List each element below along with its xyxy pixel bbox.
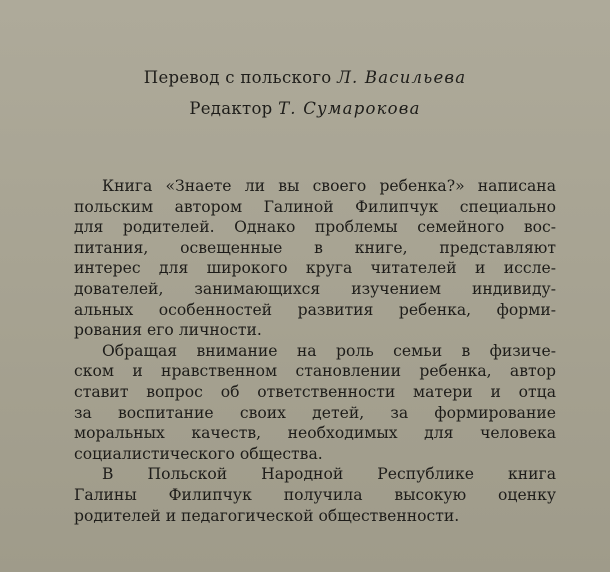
text-line: моральных качеств, необходимых для человека [74,424,556,443]
paragraph-1 [74,176,556,341]
text-line: за воспитание своих детей, за формирование [74,403,556,422]
text-line: ставит вопрос об ответственности матери и отца [74,382,556,401]
text-line: В Польской Народной Республике книга [102,465,556,484]
editor-label: Редактор [189,99,273,118]
text-line: польским автором Галиной Филипчук специально [74,197,556,216]
translation-label: Перевод с польского [143,68,332,87]
editor-name: Т. Сумарокова [278,99,421,118]
annotation-text [74,176,556,526]
text-line: социалистического общества. [74,444,323,463]
paragraph-2 [74,341,556,465]
text-line: Галины Филипчук получила высокую оценку [74,485,556,504]
text-line: рования его личности. [74,321,262,340]
credits-block [0,62,610,124]
text-line: интерес для широкого круга читателей и иссле- [74,259,556,278]
text-line: Книга «Знаете ли вы своего ребенка?» написана [102,177,556,195]
paragraph-3 [74,464,556,526]
text-line: для родителей. Однако проблемы семейного вос- [74,218,556,237]
translator-name: Л. Васильева [337,68,467,87]
text-line: ском и нравственном становлении ребенка, автор [74,362,556,381]
text-line: дователей, занимающихся изучением индивиду- [74,279,556,298]
translation-credit [0,62,610,93]
text-line: альных особенностей развития ребенка, форми- [74,300,556,319]
text-line: родителей и педагогической общественности. [74,506,460,525]
text-line: Обращая внимание на роль семьи в физиче- [102,341,556,360]
text-line: питания, освещенные в книге, представляют [74,238,556,257]
editor-credit [0,93,610,124]
